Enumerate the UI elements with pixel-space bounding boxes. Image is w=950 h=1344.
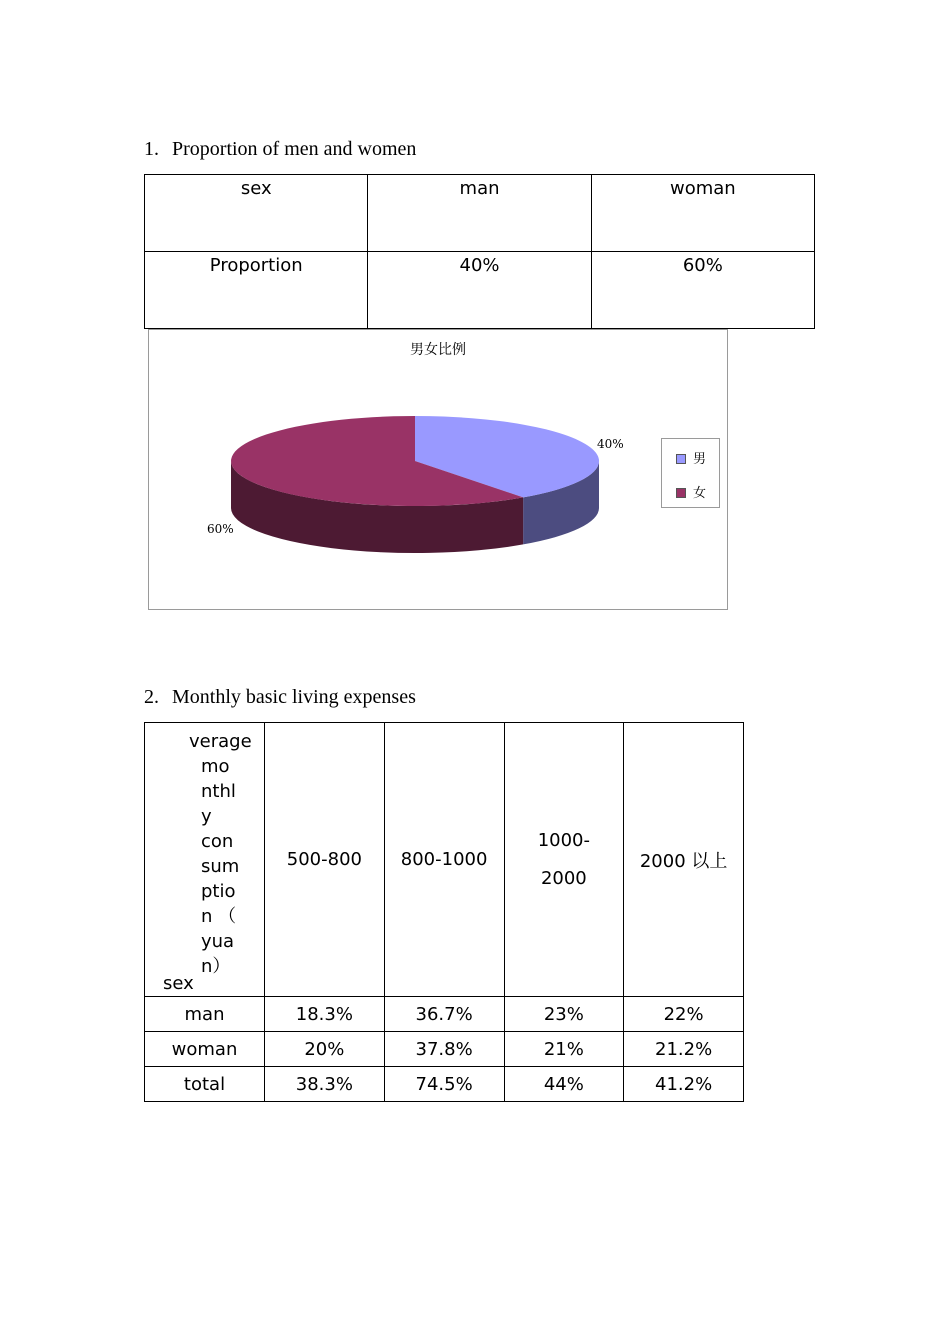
- corner-line: sum: [201, 856, 240, 877]
- section-1-title: Proportion of men and women: [172, 138, 417, 160]
- corner-line: ptio: [201, 881, 236, 902]
- table-cell: 23%: [504, 997, 624, 1032]
- table-cell: 37.8%: [384, 1032, 504, 1067]
- column-header: 2000 以上: [624, 723, 744, 997]
- legend-item-female: [676, 482, 706, 501]
- pie-chart-canvas: [149, 330, 727, 609]
- row-label: man: [145, 997, 265, 1032]
- table-cell: woman: [591, 175, 814, 252]
- corner-header-cell: [145, 723, 265, 997]
- table-cell: 18.3%: [265, 997, 385, 1032]
- corner-line: mo: [201, 756, 230, 777]
- legend-swatch-male: [676, 454, 686, 464]
- section-2-heading: [144, 686, 416, 709]
- gender-proportion-table: [144, 174, 815, 329]
- row-label: total: [145, 1067, 265, 1102]
- table-cell: Proportion: [145, 252, 368, 329]
- corner-bottom-label: sex: [163, 973, 194, 994]
- corner-line: y: [201, 806, 212, 827]
- data-label-male: 40%: [597, 437, 624, 451]
- table-cell: 38.3%: [265, 1067, 385, 1102]
- section-2-title: Monthly basic living expenses: [172, 686, 416, 708]
- table-header-row: [145, 723, 744, 997]
- row-label: woman: [145, 1032, 265, 1067]
- section-1-heading: [144, 138, 416, 161]
- legend-item-male: [676, 448, 706, 467]
- table-cell: sex: [145, 175, 368, 252]
- table-cell: 41.2%: [624, 1067, 744, 1102]
- table-cell: 60%: [591, 252, 814, 329]
- table-row: [145, 252, 815, 329]
- corner-line: verage: [189, 731, 252, 752]
- corner-line: n）: [201, 956, 231, 977]
- table-cell: 36.7%: [384, 997, 504, 1032]
- column-header-line: 1000-: [537, 829, 591, 851]
- corner-line: con: [201, 831, 234, 852]
- column-header-line: 2000: [540, 867, 587, 889]
- table-cell: 22%: [624, 997, 744, 1032]
- table-cell: man: [368, 175, 591, 252]
- corner-line: yua: [201, 931, 235, 952]
- table-row: [145, 997, 744, 1032]
- legend-swatch-female: [676, 488, 686, 498]
- column-header: [504, 723, 624, 997]
- table-cell: 74.5%: [384, 1067, 504, 1102]
- data-label-female: 60%: [207, 522, 234, 536]
- table-cell: 21.2%: [624, 1032, 744, 1067]
- table-cell: 20%: [265, 1032, 385, 1067]
- table-header-row: [145, 175, 815, 252]
- legend-label-male: 男: [693, 452, 707, 467]
- column-header: 800-1000: [384, 723, 504, 997]
- table-cell: 40%: [368, 252, 591, 329]
- chart-legend: [661, 438, 720, 508]
- column-header: 500-800: [265, 723, 385, 997]
- section-2-number: 2.: [144, 686, 159, 708]
- corner-line: nthl: [201, 781, 236, 802]
- table-cell: 21%: [504, 1032, 624, 1067]
- corner-line: n （: [201, 906, 237, 927]
- table-cell: 44%: [504, 1067, 624, 1102]
- corner-top-label: [189, 729, 257, 979]
- section-1-number: 1.: [144, 138, 159, 160]
- chart-title: 男女比例: [410, 342, 466, 358]
- table-row: [145, 1067, 744, 1102]
- gender-pie-chart: [148, 329, 728, 610]
- legend-label-female: 女: [693, 486, 707, 501]
- living-expenses-table: [144, 722, 744, 1102]
- table-row: [145, 1032, 744, 1067]
